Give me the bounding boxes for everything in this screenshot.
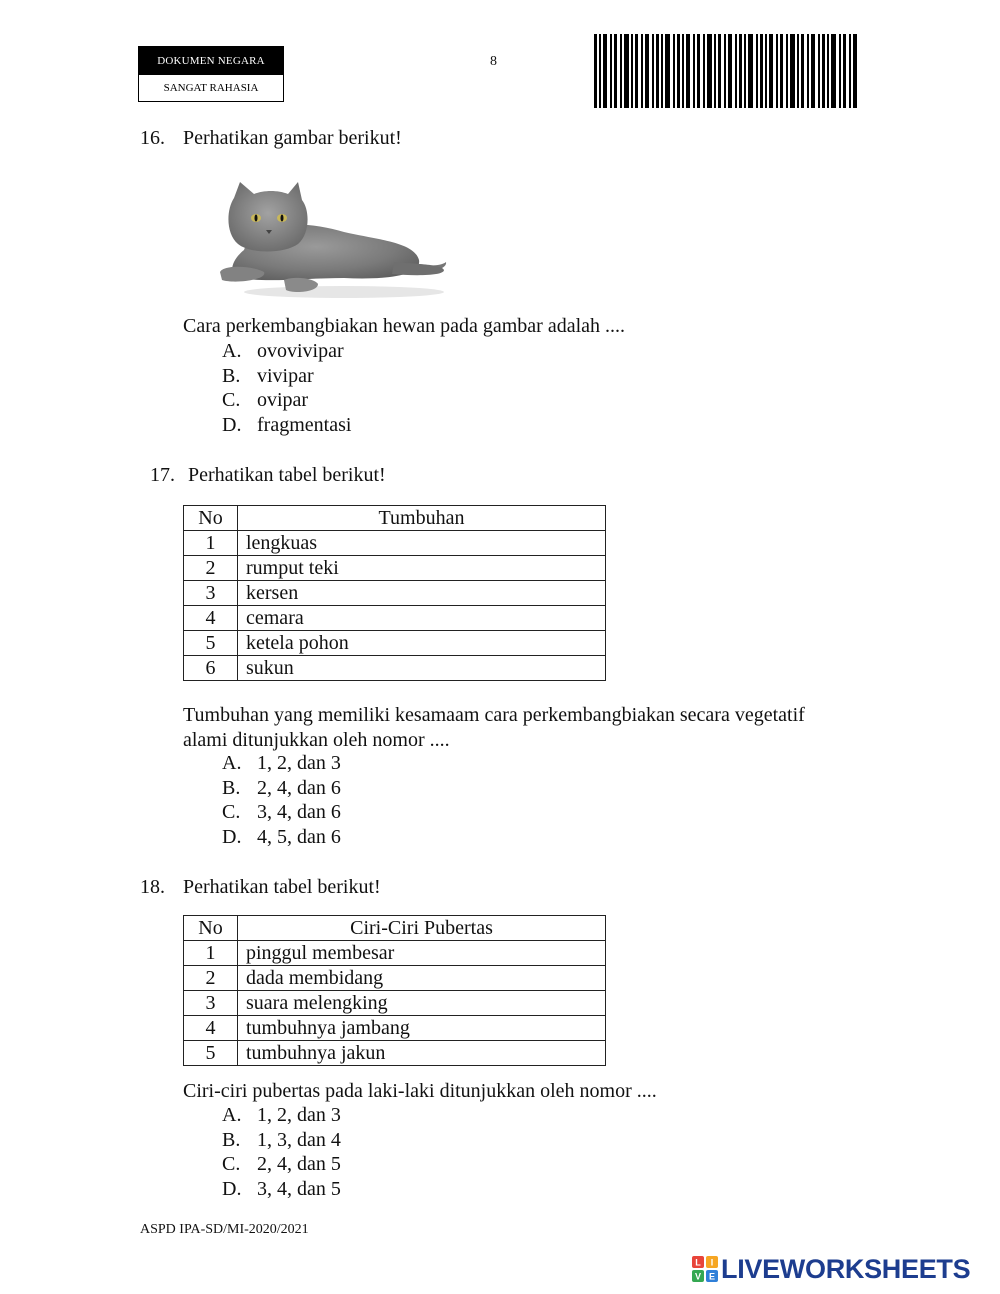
option-letter: C. [222, 801, 241, 824]
q18-prompt: Perhatikan tabel berikut! [183, 876, 381, 898]
cat-image [214, 180, 450, 302]
q18-option-a[interactable] [222, 1103, 341, 1128]
table-row [184, 631, 606, 656]
table-cell-no: 1 [184, 941, 238, 966]
q16-options [222, 339, 351, 437]
option-letter: A. [222, 340, 242, 362]
table-cell-value: dada membidang [238, 966, 606, 991]
q16-prompt: Perhatikan gambar berikut! [183, 127, 402, 149]
option-letter: B. [222, 1128, 241, 1151]
table-row [184, 656, 606, 681]
q18-option-c[interactable] [222, 1152, 341, 1177]
table-cell-no: 5 [184, 1041, 238, 1066]
option-text: vivipar [257, 364, 314, 387]
option-text: 3, 4, dan 5 [257, 1177, 341, 1200]
table-row [184, 531, 606, 556]
table-cell-value: tumbuhnya jambang [238, 1016, 606, 1041]
table-cell-value: tumbuhnya jakun [238, 1041, 606, 1066]
q16-option-a[interactable] [222, 339, 351, 364]
table-row [184, 966, 606, 991]
table-cell-no: 2 [184, 966, 238, 991]
q17-question-line1: Tumbuhan yang memiliki kesamaam cara perkembangbiakan secara vegetatif [183, 704, 805, 726]
option-letter: D. [222, 825, 242, 848]
option-text: 4, 5, dan 6 [257, 825, 341, 848]
table-cell-no: 1 [184, 531, 238, 556]
q18-table [183, 915, 606, 1066]
option-letter: C. [222, 1153, 241, 1176]
liveworksheets-logo-icon [692, 1256, 718, 1282]
table-cell-value: cemara [238, 606, 606, 631]
table-row [184, 1041, 606, 1066]
table-cell-value: suara melengking [238, 991, 606, 1016]
table-cell-value: sukun [238, 656, 606, 681]
option-letter: A. [222, 1104, 242, 1126]
option-letter: D. [222, 413, 242, 436]
table-cell-no: 6 [184, 656, 238, 681]
liveworksheets-logo[interactable] [692, 1254, 970, 1284]
table-header-plant: Tumbuhan [238, 506, 606, 531]
q16-option-d[interactable] [222, 413, 351, 438]
option-text: 3, 4, dan 6 [257, 801, 341, 824]
q17-option-d[interactable] [222, 825, 341, 850]
table-row [184, 606, 606, 631]
table-cell-value: kersen [238, 581, 606, 606]
q18-option-d[interactable] [222, 1177, 341, 1202]
q17-prompt: Perhatikan tabel berikut! [188, 464, 386, 486]
table-header-row [184, 916, 606, 941]
stamp-bottom-label: SANGAT RAHASIA [163, 82, 259, 94]
option-text: ovipar [257, 389, 309, 412]
table-row [184, 581, 606, 606]
page-number: 8 [490, 54, 497, 69]
table-cell-no: 5 [184, 631, 238, 656]
q18-number: 18. [140, 876, 165, 898]
q17-table [183, 505, 606, 681]
classification-stamp [138, 46, 284, 102]
table-header-no: No [184, 506, 238, 531]
option-text: 1, 3, dan 4 [257, 1128, 341, 1151]
q17-option-b[interactable] [222, 776, 341, 801]
table-row [184, 991, 606, 1016]
logo-letter: V [694, 1271, 702, 1282]
table-cell-value: ketela pohon [238, 631, 606, 656]
option-text: fragmentasi [257, 413, 352, 436]
q17-number: 17. [150, 464, 175, 486]
option-letter: D. [222, 1177, 242, 1200]
option-letter: C. [222, 389, 241, 412]
option-text: 2, 4, dan 6 [257, 776, 341, 799]
table-cell-no: 3 [184, 581, 238, 606]
table-cell-no: 4 [184, 1016, 238, 1041]
option-text: 2, 4, dan 5 [257, 1153, 341, 1176]
q16-number: 16. [140, 127, 165, 149]
logo-letter: E [708, 1271, 716, 1282]
table-header-no: No [184, 916, 238, 941]
table-cell-no: 3 [184, 991, 238, 1016]
option-text: ovovivipar [257, 340, 344, 362]
table-cell-value: rumput teki [238, 556, 606, 581]
q17-options [222, 751, 341, 849]
q18-question: Ciri-ciri pubertas pada laki-laki ditunjukkan oleh nomor .... [183, 1080, 657, 1102]
table-cell-value: lengkuas [238, 531, 606, 556]
table-row [184, 556, 606, 581]
q18-option-b[interactable] [222, 1128, 341, 1153]
q16-question: Cara perkembangbiakan hewan pada gambar adalah .... [183, 315, 626, 337]
q18-options [222, 1103, 341, 1201]
brand-name: LIVEWORKSHEETS [721, 1253, 971, 1284]
table-row [184, 941, 606, 966]
option-text: 1, 2, dan 3 [257, 1104, 341, 1126]
option-letter: B. [222, 776, 241, 799]
q17-question-line2: alami ditunjukkan oleh nomor .... [183, 729, 450, 751]
table-header-trait: Ciri-Ciri Pubertas [238, 916, 606, 941]
stamp-top-label: DOKUMEN NEGARA [139, 47, 283, 75]
exam-code: ASPD IPA-SD/MI-2020/2021 [140, 1222, 309, 1237]
barcode-icon [594, 34, 860, 108]
q16-option-b[interactable] [222, 364, 351, 389]
option-text: 1, 2, dan 3 [257, 752, 341, 774]
q17-option-a[interactable] [222, 751, 341, 776]
table-cell-no: 4 [184, 606, 238, 631]
table-cell-value: pinggul membesar [238, 941, 606, 966]
table-header-row [184, 506, 606, 531]
table-row [184, 1016, 606, 1041]
q17-option-c[interactable] [222, 800, 341, 825]
q16-option-c[interactable] [222, 388, 351, 413]
logo-letter: I [710, 1257, 714, 1268]
option-letter: A. [222, 752, 242, 774]
logo-letter: L [695, 1257, 701, 1268]
option-letter: B. [222, 364, 241, 387]
table-cell-no: 2 [184, 556, 238, 581]
